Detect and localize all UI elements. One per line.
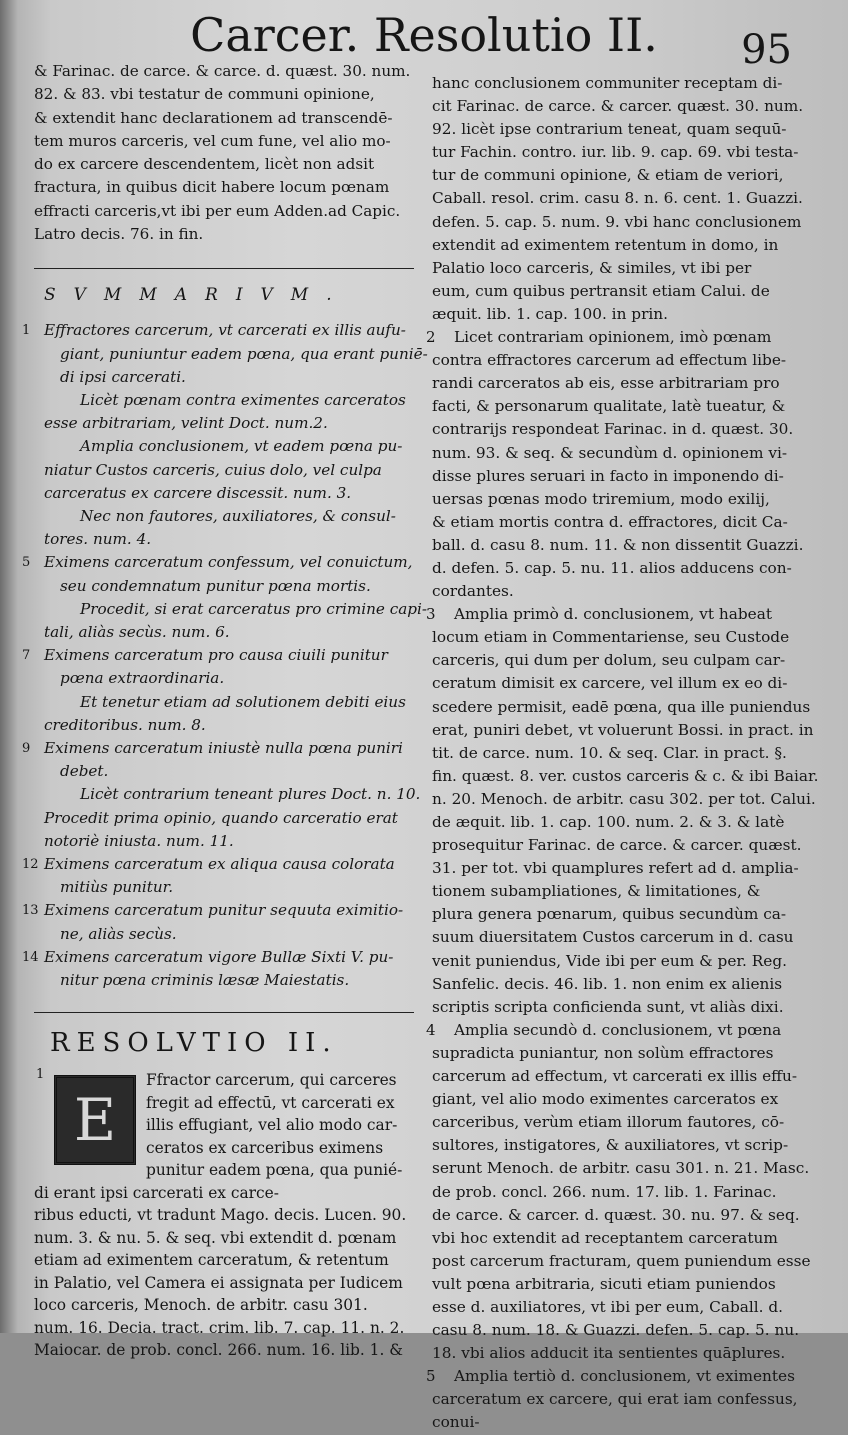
margin-number: 13 (22, 903, 39, 919)
text-line: 31. per tot. vbi quamplures refert ad d. amplia- (432, 859, 799, 878)
left-top-paragraph (34, 60, 414, 246)
text-line: num. 3. & nu. 5. & seq. vbi extendit d. pœnam (34, 1228, 397, 1247)
text-line: suum diuersitatem Custos carcerum in d. casu (432, 928, 794, 947)
text-line: locum etiam in Commentariense, seu Custode (432, 628, 790, 647)
text-line: scriptis scripta conficienda sunt, vt aliàs dixi. (432, 997, 784, 1016)
margin-number: 1 (36, 1067, 45, 1083)
text-line: post carcerum fracturam, quem puniendum esse (432, 1251, 811, 1270)
text-line: illis effugiant, vel alio modo car- (146, 1116, 398, 1135)
text-line: contra effractores carcerum ad effectum libe- (432, 351, 787, 370)
margin-number: 2 (426, 328, 436, 347)
text-line: Caball. resol. crim. casu 8. n. 6. cent. 1. Guazzi. (432, 189, 803, 208)
text-line: 18. vbi alios adducit ita sentientes quāplures. (432, 1344, 786, 1363)
summary-line: nitur pœna criminis læsæ Maiestatis. (60, 971, 350, 990)
text-line: Palatio loco carceris, & similes, vt ibi per (432, 258, 752, 277)
text-line: cit Farinac. de carce. & carcer. quæst. 30. num. (432, 97, 804, 116)
summary-line: pœna extraordinaria. (60, 669, 225, 688)
text-line: etiam ad eximentem carceratum, & retentum (34, 1251, 389, 1270)
right-column (426, 72, 828, 1435)
summary-item (44, 435, 414, 505)
summary-line: Eximens carceratum ex aliqua causa colorata (44, 855, 395, 874)
text-line: Sanfelic. decis. 46. lib. 1. non enim ex alienis (432, 974, 783, 993)
text-line: tem muros carceris, vel cum fune, vel alio mo- (34, 131, 391, 150)
text-line: vbi hoc extendit ad receptantem carceratum (432, 1228, 778, 1247)
text-line: conui- (432, 1413, 480, 1432)
text-line: de prob. concl. 266. num. 17. lib. 1. Farinac. (432, 1182, 777, 1201)
margin-number: 1 (22, 323, 31, 339)
margin-number: 3 (426, 605, 436, 624)
running-head-title: Carcer. Resolutio II. (190, 8, 658, 62)
summary-line: Procedit, si erat carceratus pro crimine capi- (80, 599, 428, 618)
text-line: de æquit. lib. 1. cap. 100. num. 2. & 3. & latè (432, 813, 785, 831)
summary-line: Eximens carceratum pro causa ciuili punitur (44, 646, 388, 665)
text-line: facti, & personarum qualitate, latè tueatur, & (432, 397, 786, 416)
text-line: ceratos ex carceribus eximens (146, 1138, 384, 1157)
margin-number: 7 (22, 648, 31, 664)
summary-line: Nec non fautores, auxiliatores, & consul- (80, 507, 396, 525)
summary-line: giant, puniuntur eadem pœna, qua erant puniē- (60, 344, 428, 363)
summary-item (22, 737, 414, 783)
text-line: & extendit hanc declarationem ad transcendē- (34, 108, 393, 127)
text-line: cordantes. (432, 582, 514, 601)
text-line: ball. d. casu 8. num. 11. & non dissentit Guazzi. (432, 535, 804, 554)
text-line: num. 16. Decia. tract. crim. lib. 7. cap. 11. n. 2. (34, 1318, 405, 1337)
summary-item (44, 389, 414, 435)
text-line: tur Fachin. contro. iur. lib. 9. cap. 69. vbi testa- (432, 143, 799, 162)
text-line: & Farinac. de carce. & carce. d. quæst. 30. num. (34, 62, 411, 80)
margin-number: 14 (22, 949, 39, 965)
text-line: giant, vel alio modo eximentes carceratos ex (432, 1090, 779, 1109)
text-line: fin. quæst. 8. ver. custos carceris & c. & ibi Baiar. (432, 766, 819, 785)
summary-line: Licèt pœnam contra eximentes carceratos (80, 390, 406, 409)
text-line: di erant ipsi carcerati ex carce- (34, 1183, 279, 1202)
summary-item (22, 853, 414, 899)
summary-item (22, 899, 414, 945)
text-line: tionem subampliationes, & limitationes, & (432, 882, 761, 901)
text-line: n. 20. Menoch. de arbitr. casu 302. per tot. Calui. (432, 789, 816, 808)
summary-line: ne, aliàs secùs. (60, 924, 177, 943)
text-line: carceris, qui dum per dolum, seu culpam car- (432, 651, 786, 670)
text-line: fractura, in quibus dicit habere locum pœnam (34, 178, 390, 197)
page-number: 95 (741, 27, 792, 73)
left-column (22, 60, 428, 1362)
summary-line: tali, aliàs secùs. num. 6. (44, 623, 230, 642)
text-line: d. defen. 5. cap. 5. nu. 11. alios adducens con- (432, 558, 792, 577)
text-line: punitur eadem pœna, qua punié- (146, 1161, 403, 1180)
text-line: supradicta puniantur, non solùm effractores (432, 1043, 774, 1062)
summary-line: creditoribus. num. 8. (44, 715, 206, 734)
summary-line: di ipsi carcerati. (60, 367, 186, 386)
text-line: contrarijs respondeat Farinac. in d. quæst. 30. (432, 420, 794, 439)
text-line: tur de communi opinione, & etiam de veriori, (432, 166, 784, 185)
text-line: vult pœna arbitraria, sicuti etiam puniendos (432, 1274, 776, 1293)
text-line: disse plures seruari in facto in imponendo di- (432, 466, 784, 485)
summary-item (44, 691, 414, 737)
margin-number: 4 (426, 1020, 436, 1039)
page-gutter-shadow (0, 0, 18, 1333)
text-line: plura genera pœnarum, quibus secundùm ca- (432, 905, 787, 924)
text-line: sultores, instigatores, & auxiliatores, vt scrip- (432, 1136, 789, 1155)
text-line: casu 8. num. 18. & Guazzi. defen. 5. cap. 5. nu. (432, 1321, 800, 1340)
text-line: ceratum dimisit ex carcere, vel illum ex eo di- (432, 674, 788, 693)
summary-line: Et tenetur etiam ad solutionem debiti eius (80, 692, 406, 711)
summary-line: Licèt contrarium teneant plures Doct. n. 10. (80, 785, 421, 804)
margin-number: 5 (426, 1367, 436, 1386)
margin-number: 12 (22, 857, 39, 873)
text-line: venit puniendus, Vide ibi per eum & per. Reg. (432, 951, 787, 970)
text-line: esse d. auxiliatores, vt ibi per eum, Caball. d. (432, 1297, 784, 1316)
margin-number: 5 (22, 555, 31, 571)
summary-line: Procedit prima opinio, quando carceratio erat (44, 808, 398, 827)
summary-line: Eximens carceratum iniustè nulla pœna puniri (44, 739, 403, 758)
summary-item (22, 644, 414, 690)
summary-line: carceratus ex carcere discessit. num. 3. (44, 483, 352, 502)
summary-line: notoriè iniusta. num. 11. (44, 831, 234, 850)
text-line: Ffractor carcerum, qui carceres (146, 1071, 397, 1090)
decorated-initial: E (54, 1075, 136, 1165)
summary-list (22, 319, 428, 992)
summary-item (22, 946, 414, 992)
text-line: carceratum ex carcere, qui erat iam confessus, (432, 1390, 798, 1409)
text-line: erat, puniri debet, vt voluerunt Bossi. in pract. in (432, 720, 814, 739)
text-line: æquit. lib. 1. cap. 100. in prin. (432, 304, 668, 323)
summary-line: esse arbitrariam, velint Doct. num.2. (44, 414, 328, 433)
text-line: 92. licèt ipse contrarium teneat, quam sequū- (432, 120, 787, 139)
text-line: prosequitur Farinac. de carce. & carcer. quæst. (432, 836, 802, 855)
divider-rule (34, 268, 414, 269)
summary-line: Eximens carceratum confessum, vel conuictum, (44, 553, 413, 572)
text-line: loco carceris, Menoch. de arbitr. casu 301. (34, 1296, 368, 1315)
summary-item (44, 598, 428, 644)
text-line: & etiam mortis contra d. effractores, dicit Ca- (432, 512, 788, 531)
text-line: 2 Licet contrariam opinionem, imò pœnam (432, 326, 828, 349)
text-line: 3 Amplia primò d. conclusionem, vt habeat (432, 603, 828, 626)
text-line: 4 Amplia secundò d. conclusionem, vt pœna (432, 1019, 828, 1042)
text-line: uersas pœnas modo triremium, modo exilij, (432, 489, 770, 508)
summary-line: niatur Custos carceris, cuius dolo, vel culpa (44, 460, 382, 479)
text-line: effracti carceris,vt ibi per eum Adden.ad Capic. (34, 201, 401, 220)
summary-heading: SVMMARIVM. (44, 285, 350, 306)
text-line: carceribus, verùm etiam illorum fautores, cō- (432, 1113, 785, 1132)
margin-number: 9 (22, 741, 31, 757)
divider-rule (34, 1012, 414, 1013)
summary-item (22, 551, 414, 597)
summary-line: tores. num. 4. (44, 530, 152, 549)
text-line: 5 Amplia tertiò d. conclusionem, vt eximentes (432, 1365, 828, 1388)
summary-item (44, 505, 414, 551)
text-line: 82. & 83. vbi testatur de communi opinione, (34, 85, 375, 104)
text-line: Maiocar. de prob. concl. 266. num. 16. lib. 1. & (34, 1341, 403, 1360)
resolution-body (34, 1069, 414, 1362)
summary-line: mitiùs punitur. (60, 878, 174, 897)
summary-line: debet. (60, 762, 109, 781)
text-line: tit. de carce. num. 10. & seq. Clar. in pract. §. (432, 743, 787, 762)
summary-line: Eximens carceratum punitur sequuta eximitio- (44, 901, 404, 920)
text-line: num. 93. & seq. & secundùm d. opinionem vi- (432, 443, 788, 462)
resolution-heading: RESOLVTIO II. (50, 1028, 338, 1059)
text-line: defen. 5. cap. 5. num. 9. vbi hanc conclusionem (432, 212, 802, 231)
text-line: in Palatio, vel Camera ei assignata per Iudicem (34, 1273, 403, 1292)
summary-line: seu condemnatum punitur pœna mortis. (60, 576, 371, 595)
text-line: eum, cum quibus pertransit etiam Calui. de (432, 281, 770, 300)
summary-line: Eximens carceratum vigore Bullæ Sixti V. pu- (44, 947, 394, 966)
text-line: scedere permisit, eadē pœna, qua ille puniendus (432, 697, 811, 716)
text-line: hanc conclusionem communiter receptam di- (432, 74, 783, 92)
summary-item (22, 319, 428, 389)
summary-line: Amplia conclusionem, vt eadem pœna pu- (80, 437, 403, 456)
text-line: ribus educti, vt tradunt Mago. decis. Lucen. 90. (34, 1206, 407, 1225)
text-line: randi carceratos ab eis, esse arbitrariam pro (432, 374, 780, 393)
summary-item (44, 783, 421, 853)
summary-line: Effractores carcerum, vt carcerati ex illis aufu- (44, 321, 406, 340)
text-line: Latro decis. 76. in fin. (34, 225, 204, 244)
text-line: serunt Menoch. de arbitr. casu 301. n. 21. Masc. (432, 1159, 810, 1178)
text-line: fregit ad effectū, vt carcerati ex (146, 1093, 395, 1112)
text-line: do ex carcere descendentem, licèt non adsit (34, 155, 375, 174)
text-line: carcerum ad effectum, vt carcerati ex illis effu- (432, 1067, 798, 1086)
text-line: extendit ad eximentem retentum in domo, in (432, 235, 779, 254)
text-line: de carce. & carcer. d. quæst. 30. nu. 97. & seq. (432, 1205, 800, 1224)
